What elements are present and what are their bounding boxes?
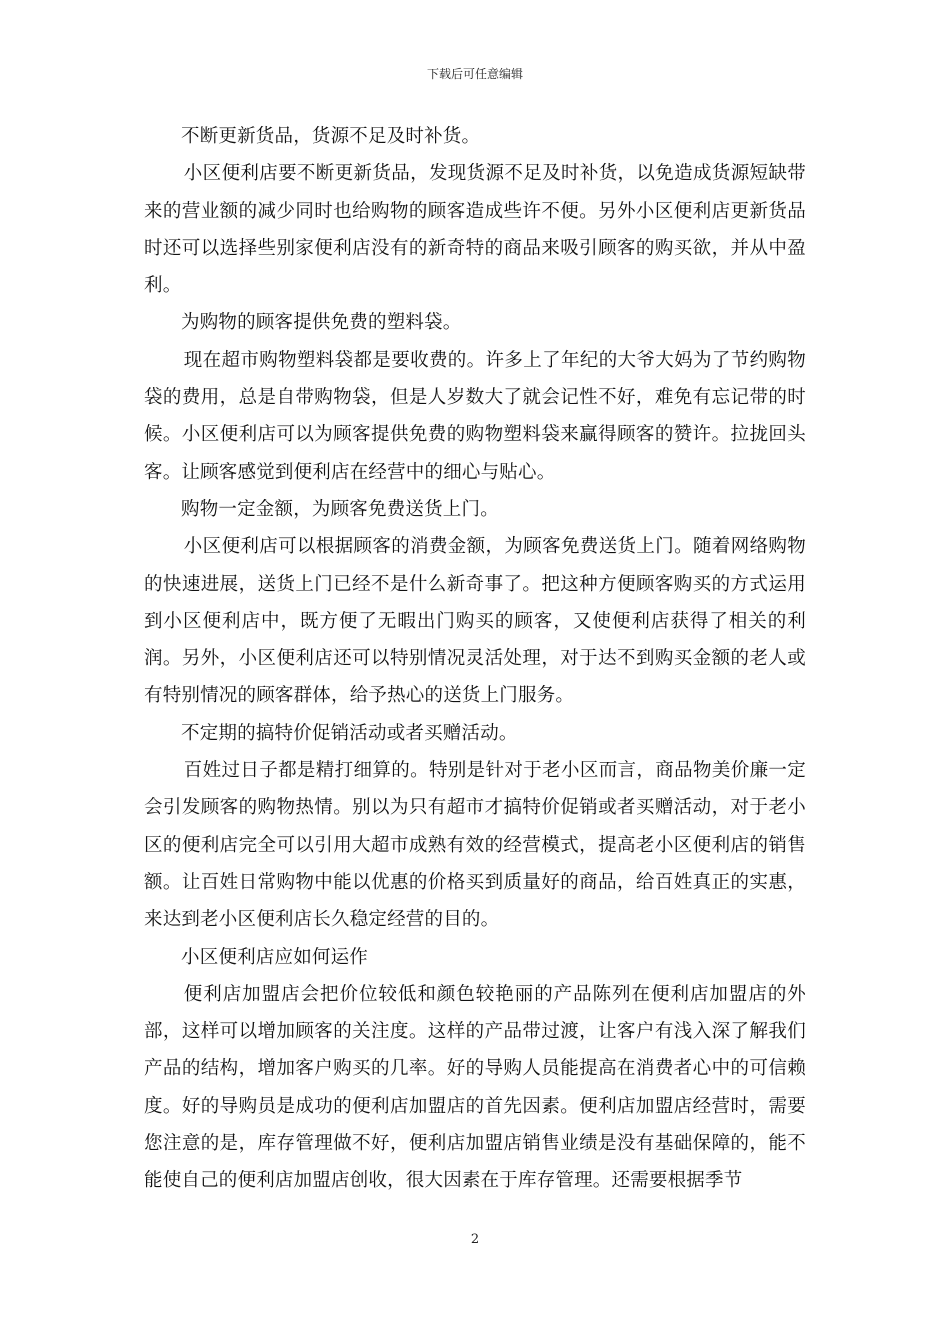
document-body <box>144 118 806 1200</box>
paragraph-delivery: 小区便利店可以根据顾客的消费金额，为顾客免费送货上门。随着网络购物的快速进展，送货上门已经不是什么新奇事了。把这种方便顾客购买的方式运用到小区便利店中，既方便了无暇出门购买的顾客，又使便利店获得了相关的利润。另外，小区便利店还可以特别情况灵活处理，对于达不到购买金额的老人或有特别情况的顾客群体，给予热心的送货上门服务。 <box>144 536 806 707</box>
paragraph-free-bags: 现在超市购物塑料袋都是要收费的。许多上了年纪的大爷大妈为了节约购物袋的费用，总是自带购物袋，但是人岁数大了就会记性不好，难免有忘记带的时候。小区便利店可以为顾客提供免费的购物塑料袋来赢得顾客的赞许。拉拢回头客。让顾客感觉到便利店在经营中的细心与贴心。 <box>144 349 806 483</box>
page-header: 下载后可任意编辑 <box>426 67 523 81</box>
paragraph-restock: 小区便利店要不断更新货品，发现货源不足及时补货，以免造成货源短缺带来的营业额的减少同时也给购物的顾客造成些许不便。另外小区便利店更新货品时还可以选择些别家便利店没有的新奇特的商品来吸引顾客的购买欲，并从中盈利。 <box>144 163 806 297</box>
paragraph-promotions: 百姓过日子都是精打细算的。特别是针对于老小区而言，商品物美价廉一定会引发顾客的购物热情。别以为只有超市才搞特价促销或者买赠活动，对于老小区的便利店完全可以引用大超市成熟有效的经营模式，提高老小区便利店的销售额。让百姓日常购物中能以优惠的价格买到质量好的商品，给百姓真正的实惠，来达到老小区便利店长久稳定经营的目的。 <box>144 760 806 931</box>
page-number: 2 <box>470 1232 480 1247</box>
section-heading-free-bags: 为购物的顾客提供免费的塑料袋。 <box>181 312 462 334</box>
section-heading-delivery: 购物一定金额，为顾客免费送货上门。 <box>181 498 499 520</box>
section-heading-restock: 不断更新货品，货源不足及时补货。 <box>181 126 481 147</box>
paragraph-operations: 便利店加盟店会把价位较低和颜色较艳丽的产品陈列在便利店加盟店的外部，这样可以增加顾客的关注度。这样的产品带过渡，让客户有浅入深了解我们产品的结构，增加客户购买的几率。好的导购人员能提高在消费者心中的可信赖度。好的导购员是成功的便利店加盟店的首先因素。便利店加盟店经营时，需要您注意的是，库存管理做不好，便利店加盟店销售业绩是没有基础保障的，能不能使自己的便利店加盟店创收，很大因素在于库存管理。还需要根据季节 <box>144 983 806 1192</box>
section-heading-operations: 小区便利店应如何运作 <box>181 946 369 968</box>
section-heading-promotions: 不定期的搞特价促销活动或者买赠活动。 <box>181 722 518 744</box>
